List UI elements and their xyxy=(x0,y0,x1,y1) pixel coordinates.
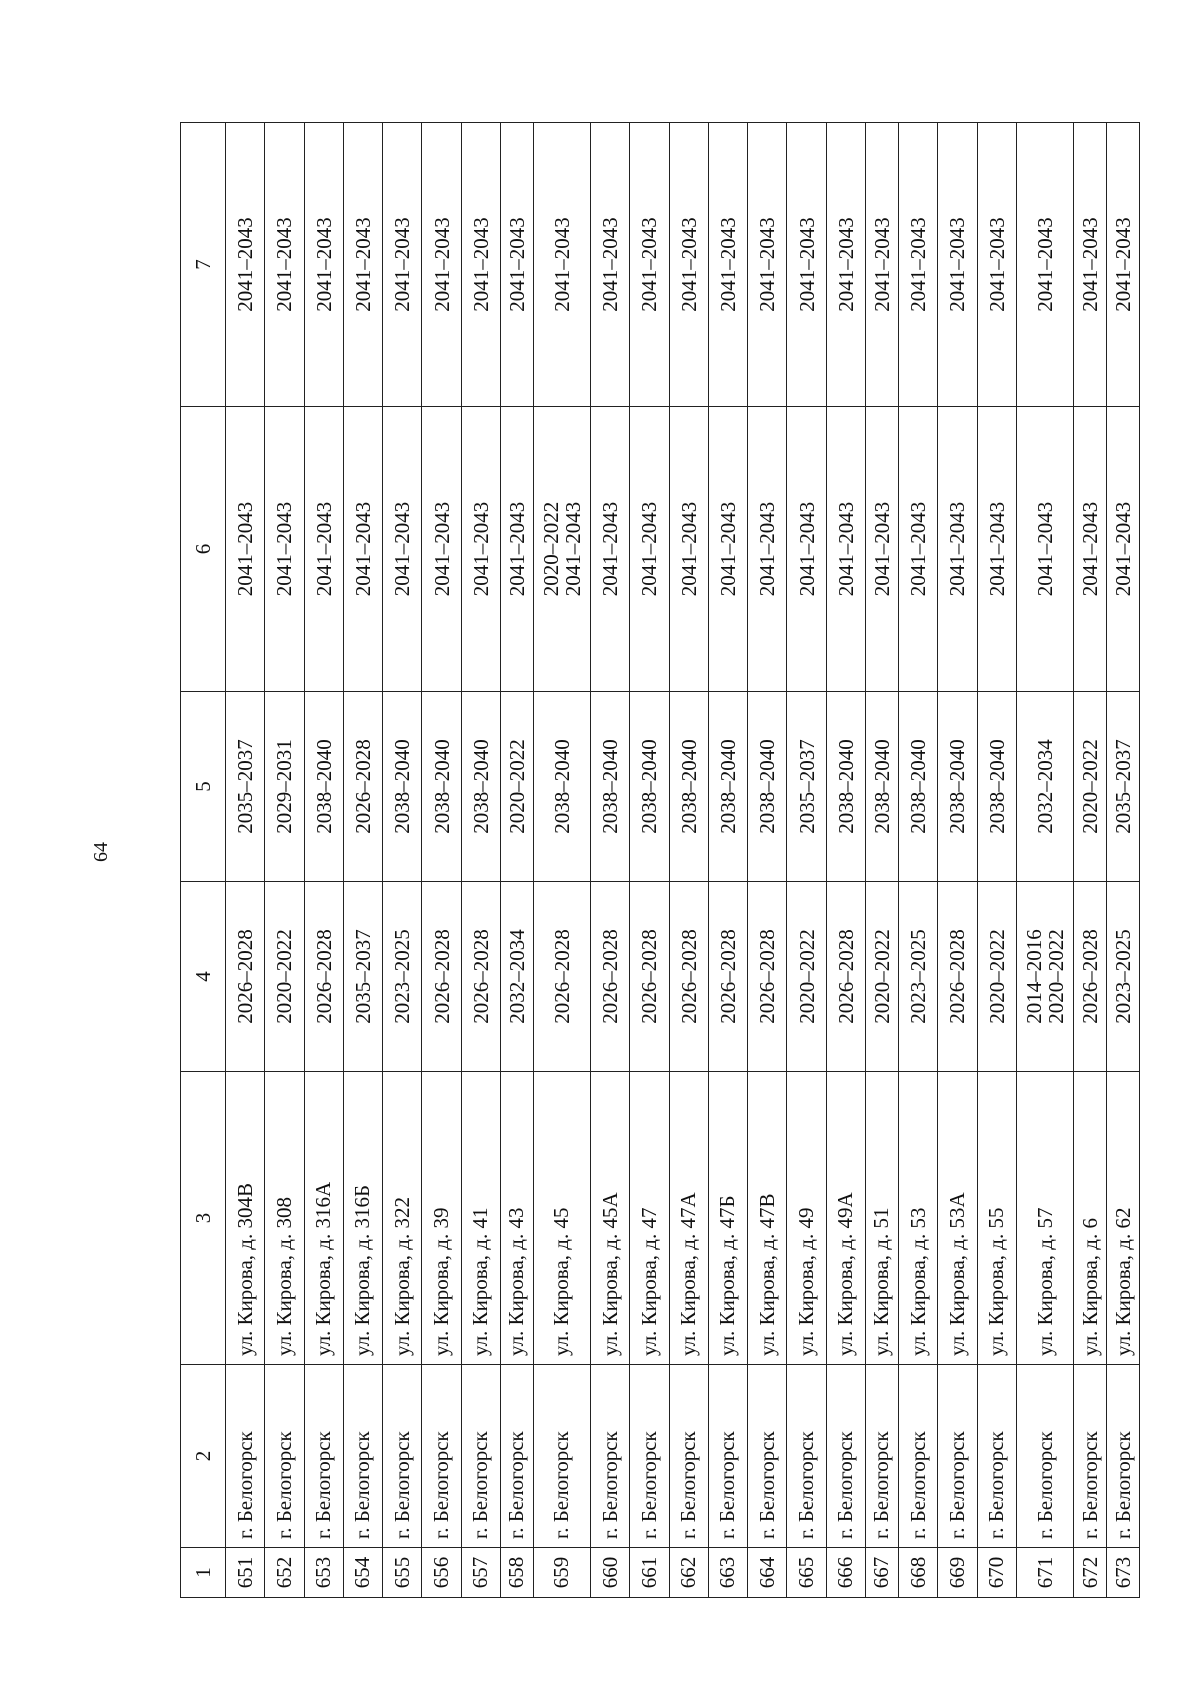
period-value: 2041–2043 xyxy=(984,501,1009,597)
table-row xyxy=(500,123,533,1598)
row-number-cell: 671 xyxy=(1017,1548,1074,1598)
period-cell-6 xyxy=(630,407,669,692)
period-value: 2038–2040 xyxy=(755,739,780,834)
period-cell-5 xyxy=(1074,692,1107,882)
period-value: 2041–2043 xyxy=(311,501,336,597)
period-cell-6 xyxy=(669,407,708,692)
header-cell: 2 xyxy=(181,1365,226,1548)
period-cell-5 xyxy=(461,692,500,882)
period-cell-7 xyxy=(826,123,865,407)
table-row xyxy=(977,123,1017,1598)
period-value: 2020–2022 xyxy=(272,929,297,1024)
period-value: 2026–2028 xyxy=(755,929,780,1024)
period-cell-6 xyxy=(500,407,533,692)
row-number-cell: 660 xyxy=(590,1548,629,1598)
period-value: 2026–2028 xyxy=(1078,929,1102,1024)
period-value: 2041–2043 xyxy=(1111,501,1135,597)
period-cell-5 xyxy=(265,692,304,882)
period-cell-6 xyxy=(265,407,304,692)
period-value: 2041–2043 xyxy=(272,217,297,312)
row-number-cell: 651 xyxy=(226,1548,265,1598)
address-cell: ул. Кирова, д. 47А xyxy=(669,1072,708,1365)
address-cell: ул. Кирова, д. 53 xyxy=(898,1072,937,1365)
header-cell: 5 xyxy=(181,692,226,882)
table-row xyxy=(630,123,669,1598)
table-row xyxy=(826,123,865,1598)
period-cell-6 xyxy=(383,407,422,692)
period-cell-4 xyxy=(590,882,629,1072)
period-value: 2041–2043 xyxy=(350,501,375,597)
table-row xyxy=(898,123,937,1598)
period-value: 2020–2022 xyxy=(538,501,563,597)
period-value: 2026–2028 xyxy=(311,929,336,1024)
page-number: 64 xyxy=(90,842,112,862)
period-value: 2041–2043 xyxy=(549,217,574,312)
period-value: 2041–2043 xyxy=(429,217,454,312)
period-value: 2041–2043 xyxy=(715,217,740,312)
period-value: 2023–2025 xyxy=(390,929,415,1024)
period-cell-4 xyxy=(343,882,382,1072)
period-cell-6 xyxy=(787,407,826,692)
city-cell: г. Белогорск xyxy=(383,1365,422,1548)
header-cell: 1 xyxy=(181,1548,226,1598)
city-cell: г. Белогорск xyxy=(630,1365,669,1548)
period-cell-6 xyxy=(826,407,865,692)
table-row xyxy=(590,123,629,1598)
period-value: 2038–2040 xyxy=(390,739,415,834)
period-cell-7 xyxy=(500,123,533,407)
period-value: 2041–2043 xyxy=(637,501,662,597)
schedule-table xyxy=(180,122,1140,1598)
period-cell-6 xyxy=(533,407,590,692)
period-value: 2035–2037 xyxy=(794,739,819,834)
row-number-cell: 668 xyxy=(898,1548,937,1598)
period-value: 2041–2043 xyxy=(794,501,819,597)
period-cell-4 xyxy=(461,882,500,1072)
period-cell-6 xyxy=(461,407,500,692)
period-value: 2038–2040 xyxy=(984,739,1009,834)
period-value: 2041–2043 xyxy=(945,501,970,597)
period-cell-5 xyxy=(630,692,669,882)
table-row xyxy=(1074,123,1107,1598)
row-number-cell: 670 xyxy=(977,1548,1017,1598)
period-cell-5 xyxy=(590,692,629,882)
row-number-cell: 655 xyxy=(383,1548,422,1598)
address-cell: ул. Кирова, д. 47 xyxy=(630,1072,669,1365)
row-number-cell: 661 xyxy=(630,1548,669,1598)
period-cell-5 xyxy=(748,692,787,882)
period-value: 2038–2040 xyxy=(715,739,740,834)
period-cell-7 xyxy=(865,123,898,407)
city-cell: г. Белогорск xyxy=(500,1365,533,1548)
table-row xyxy=(748,123,787,1598)
row-number-cell: 656 xyxy=(422,1548,461,1598)
period-cell-7 xyxy=(304,123,343,407)
period-value: 2041–2043 xyxy=(598,217,623,312)
period-value: 2023–2025 xyxy=(906,929,931,1024)
address-cell: ул. Кирова, д. 53А xyxy=(938,1072,977,1365)
address-cell: ул. Кирова, д. 47Б xyxy=(708,1072,747,1365)
address-cell: ул. Кирова, д. 55 xyxy=(977,1072,1017,1365)
city-cell: г. Белогорск xyxy=(533,1365,590,1548)
table-row xyxy=(461,123,500,1598)
city-cell: г. Белогорск xyxy=(977,1365,1017,1548)
row-number-cell: 652 xyxy=(265,1548,304,1598)
period-cell-6 xyxy=(865,407,898,692)
period-value: 2041–2043 xyxy=(350,217,375,312)
period-cell-5 xyxy=(533,692,590,882)
period-cell-4 xyxy=(938,882,977,1072)
period-value: 2041–2043 xyxy=(869,501,894,597)
table-row xyxy=(787,123,826,1598)
period-value: 2026–2028 xyxy=(233,929,258,1024)
period-value: 2041–2043 xyxy=(1078,501,1102,597)
period-value: 2041–2043 xyxy=(869,217,894,312)
period-cell-4 xyxy=(977,882,1017,1072)
table-row xyxy=(226,123,265,1598)
period-value: 2026–2028 xyxy=(429,929,454,1024)
period-cell-5 xyxy=(977,692,1017,882)
period-value: 2026–2028 xyxy=(715,929,740,1024)
period-value: 2038–2040 xyxy=(311,739,336,834)
period-value: 2032–2034 xyxy=(1033,739,1057,834)
address-cell: ул. Кирова, д. 45 xyxy=(533,1072,590,1365)
period-value: 2041–2043 xyxy=(390,501,415,597)
period-cell-6 xyxy=(938,407,977,692)
period-value: 2026–2028 xyxy=(468,929,493,1024)
row-number-cell: 667 xyxy=(865,1548,898,1598)
period-cell-5 xyxy=(938,692,977,882)
period-cell-7 xyxy=(748,123,787,407)
period-cell-5 xyxy=(898,692,937,882)
period-cell-7 xyxy=(1017,123,1074,407)
period-value: 2026–2028 xyxy=(945,929,970,1024)
period-cell-4 xyxy=(669,882,708,1072)
period-cell-6 xyxy=(1074,407,1107,692)
period-cell-5 xyxy=(708,692,747,882)
period-value: 2041–2043 xyxy=(390,217,415,312)
address-cell: ул. Кирова, д. 322 xyxy=(383,1072,422,1365)
city-cell: г. Белогорск xyxy=(1017,1365,1074,1548)
header-row xyxy=(181,123,226,1598)
period-value: 2041–2043 xyxy=(504,501,529,597)
period-value: 2041–2043 xyxy=(598,501,623,597)
header-cell: 3 xyxy=(181,1072,226,1365)
table-row xyxy=(669,123,708,1598)
period-value: 2029–2031 xyxy=(272,739,297,834)
address-cell: ул. Кирова, д. 316А xyxy=(304,1072,343,1365)
period-value: 2020–2022 xyxy=(1044,929,1068,1024)
row-number-cell: 665 xyxy=(787,1548,826,1598)
period-cell-7 xyxy=(938,123,977,407)
period-cell-4 xyxy=(383,882,422,1072)
period-value: 2041–2043 xyxy=(676,217,701,312)
period-cell-4 xyxy=(304,882,343,1072)
period-value: 2041–2043 xyxy=(429,501,454,597)
address-cell: ул. Кирова, д. 62 xyxy=(1107,1072,1140,1365)
period-cell-6 xyxy=(708,407,747,692)
city-cell: г. Белогорск xyxy=(938,1365,977,1548)
period-cell-4 xyxy=(898,882,937,1072)
period-cell-7 xyxy=(226,123,265,407)
period-value: 2041–2043 xyxy=(906,217,931,312)
period-value: 2038–2040 xyxy=(906,739,931,834)
table-row xyxy=(265,123,304,1598)
period-cell-7 xyxy=(265,123,304,407)
period-value: 2026–2028 xyxy=(637,929,662,1024)
table-row xyxy=(533,123,590,1598)
period-cell-7 xyxy=(343,123,382,407)
period-cell-6 xyxy=(1107,407,1140,692)
header-cell: 4 xyxy=(181,882,226,1072)
period-cell-4 xyxy=(1107,882,1140,1072)
period-value: 2035–2037 xyxy=(350,929,375,1024)
table-row xyxy=(708,123,747,1598)
address-cell: ул. Кирова, д. 49А xyxy=(826,1072,865,1365)
period-value: 2041–2043 xyxy=(233,501,258,597)
address-cell: ул. Кирова, д. 43 xyxy=(500,1072,533,1365)
period-value: 2020–2022 xyxy=(794,929,819,1024)
period-value: 2041–2043 xyxy=(272,501,297,597)
period-cell-5 xyxy=(669,692,708,882)
period-cell-5 xyxy=(1017,692,1074,882)
period-value: 2038–2040 xyxy=(945,739,970,834)
row-number-cell: 664 xyxy=(748,1548,787,1598)
period-value: 2041–2043 xyxy=(945,217,970,312)
row-number-cell: 659 xyxy=(533,1548,590,1598)
period-cell-7 xyxy=(977,123,1017,407)
table-row xyxy=(304,123,343,1598)
table-row xyxy=(343,123,382,1598)
period-cell-5 xyxy=(826,692,865,882)
table-row xyxy=(938,123,977,1598)
rotated-table-container xyxy=(180,123,1140,1598)
period-cell-6 xyxy=(977,407,1017,692)
period-cell-7 xyxy=(422,123,461,407)
row-number-cell: 654 xyxy=(343,1548,382,1598)
row-number-cell: 653 xyxy=(304,1548,343,1598)
row-number-cell: 662 xyxy=(669,1548,708,1598)
period-value: 2041–2043 xyxy=(715,501,740,597)
period-cell-4 xyxy=(422,882,461,1072)
city-cell: г. Белогорск xyxy=(461,1365,500,1548)
period-value: 2032–2034 xyxy=(504,929,529,1024)
table-row xyxy=(865,123,898,1598)
table-row xyxy=(1107,123,1140,1598)
period-value: 2026–2028 xyxy=(598,929,623,1024)
period-value: 2020–2022 xyxy=(504,739,529,834)
period-value: 2041–2043 xyxy=(1078,217,1102,312)
period-cell-6 xyxy=(422,407,461,692)
period-cell-7 xyxy=(787,123,826,407)
city-cell: г. Белогорск xyxy=(422,1365,461,1548)
row-number-cell: 663 xyxy=(708,1548,747,1598)
address-cell: ул. Кирова, д. 51 xyxy=(865,1072,898,1365)
period-cell-4 xyxy=(787,882,826,1072)
city-cell: г. Белогорск xyxy=(787,1365,826,1548)
table-body xyxy=(226,123,1140,1598)
period-cell-5 xyxy=(226,692,265,882)
city-cell: г. Белогорск xyxy=(748,1365,787,1548)
period-value: 2038–2040 xyxy=(869,739,894,834)
address-cell: ул. Кирова, д. 39 xyxy=(422,1072,461,1365)
period-value: 2041–2043 xyxy=(1111,217,1135,312)
period-value: 2041–2043 xyxy=(504,217,529,312)
period-value: 2026–2028 xyxy=(549,929,574,1024)
period-cell-6 xyxy=(343,407,382,692)
period-value: 2014–2016 xyxy=(1022,929,1046,1024)
period-value: 2035–2037 xyxy=(1111,739,1135,834)
period-value: 2041–2043 xyxy=(755,501,780,597)
period-cell-6 xyxy=(304,407,343,692)
period-value: 2038–2040 xyxy=(598,739,623,834)
period-value: 2041–2043 xyxy=(794,217,819,312)
row-number-cell: 666 xyxy=(826,1548,865,1598)
period-cell-7 xyxy=(590,123,629,407)
period-cell-4 xyxy=(500,882,533,1072)
city-cell: г. Белогорск xyxy=(898,1365,937,1548)
period-value: 2041–2043 xyxy=(233,217,258,312)
period-value: 2041–2043 xyxy=(984,217,1009,312)
row-number-cell: 658 xyxy=(500,1548,533,1598)
period-cell-7 xyxy=(533,123,590,407)
address-cell: ул. Кирова, д. 6 xyxy=(1074,1072,1107,1365)
period-cell-5 xyxy=(343,692,382,882)
address-cell: ул. Кирова, д. 304В xyxy=(226,1072,265,1365)
period-cell-4 xyxy=(826,882,865,1072)
period-value: 2038–2040 xyxy=(549,739,574,834)
period-cell-7 xyxy=(461,123,500,407)
period-value: 2041–2043 xyxy=(755,217,780,312)
city-cell: г. Белогорск xyxy=(1107,1365,1140,1548)
header-cell: 7 xyxy=(181,123,226,407)
address-cell: ул. Кирова, д. 47В xyxy=(748,1072,787,1365)
period-cell-7 xyxy=(1107,123,1140,407)
city-cell: г. Белогорск xyxy=(865,1365,898,1548)
period-cell-4 xyxy=(265,882,304,1072)
period-cell-5 xyxy=(787,692,826,882)
period-cell-5 xyxy=(865,692,898,882)
period-cell-5 xyxy=(304,692,343,882)
period-cell-7 xyxy=(898,123,937,407)
period-value: 2041–2043 xyxy=(1033,501,1057,597)
period-cell-4 xyxy=(865,882,898,1072)
period-value: 2038–2040 xyxy=(468,739,493,834)
period-cell-7 xyxy=(383,123,422,407)
period-value: 2041–2043 xyxy=(906,501,931,597)
period-value: 2041–2043 xyxy=(833,217,858,312)
city-cell: г. Белогорск xyxy=(669,1365,708,1548)
period-value: 2041–2043 xyxy=(1033,217,1057,312)
period-cell-6 xyxy=(748,407,787,692)
period-value: 2038–2040 xyxy=(833,739,858,834)
city-cell: г. Белогорск xyxy=(343,1365,382,1548)
period-value: 2026–2028 xyxy=(676,929,701,1024)
table-row xyxy=(1017,123,1074,1598)
period-value: 2041–2043 xyxy=(833,501,858,597)
row-number-cell: 669 xyxy=(938,1548,977,1598)
address-cell: ул. Кирова, д. 49 xyxy=(787,1072,826,1365)
city-cell: г. Белогорск xyxy=(708,1365,747,1548)
period-cell-4 xyxy=(630,882,669,1072)
period-cell-5 xyxy=(422,692,461,882)
period-cell-6 xyxy=(1017,407,1074,692)
period-cell-6 xyxy=(226,407,265,692)
period-value: 2020–2022 xyxy=(869,929,894,1024)
period-value: 2041–2043 xyxy=(311,217,336,312)
period-value: 2038–2040 xyxy=(637,739,662,834)
period-value: 2035–2037 xyxy=(233,739,258,834)
period-value: 2041–2043 xyxy=(468,217,493,312)
period-cell-5 xyxy=(500,692,533,882)
period-cell-6 xyxy=(898,407,937,692)
period-cell-4 xyxy=(708,882,747,1072)
address-cell: ул. Кирова, д. 57 xyxy=(1017,1072,1074,1365)
period-cell-4 xyxy=(748,882,787,1072)
period-cell-4 xyxy=(1017,882,1074,1072)
address-cell: ул. Кирова, д. 41 xyxy=(461,1072,500,1365)
city-cell: г. Белогорск xyxy=(1074,1365,1107,1548)
period-cell-7 xyxy=(669,123,708,407)
header-cell: 6 xyxy=(181,407,226,692)
period-value: 2023–2025 xyxy=(1111,929,1135,1024)
period-value: 2041–2043 xyxy=(560,501,585,597)
row-number-cell: 657 xyxy=(461,1548,500,1598)
address-cell: ул. Кирова, д. 45А xyxy=(590,1072,629,1365)
period-value: 2026–2028 xyxy=(833,929,858,1024)
period-value: 2026–2028 xyxy=(350,739,375,834)
city-cell: г. Белогорск xyxy=(226,1365,265,1548)
period-value: 2041–2043 xyxy=(676,501,701,597)
period-cell-7 xyxy=(708,123,747,407)
period-cell-5 xyxy=(1107,692,1140,882)
address-cell: ул. Кирова, д. 308 xyxy=(265,1072,304,1365)
row-number-cell: 673 xyxy=(1107,1548,1140,1598)
city-cell: г. Белогорск xyxy=(590,1365,629,1548)
period-value: 2041–2043 xyxy=(468,501,493,597)
period-cell-4 xyxy=(533,882,590,1072)
period-value: 2038–2040 xyxy=(429,739,454,834)
city-cell: г. Белогорск xyxy=(265,1365,304,1548)
period-value: 2020–2022 xyxy=(1078,739,1102,834)
period-cell-6 xyxy=(590,407,629,692)
table-row xyxy=(422,123,461,1598)
row-number-cell: 672 xyxy=(1074,1548,1107,1598)
period-cell-7 xyxy=(630,123,669,407)
period-value: 2041–2043 xyxy=(637,217,662,312)
table-row xyxy=(383,123,422,1598)
period-cell-4 xyxy=(226,882,265,1072)
city-cell: г. Белогорск xyxy=(304,1365,343,1548)
period-value: 2038–2040 xyxy=(676,739,701,834)
period-value: 2020–2022 xyxy=(984,929,1009,1024)
city-cell: г. Белогорск xyxy=(826,1365,865,1548)
period-cell-5 xyxy=(383,692,422,882)
address-cell: ул. Кирова, д. 316Б xyxy=(343,1072,382,1365)
period-cell-4 xyxy=(1074,882,1107,1072)
period-cell-7 xyxy=(1074,123,1107,407)
